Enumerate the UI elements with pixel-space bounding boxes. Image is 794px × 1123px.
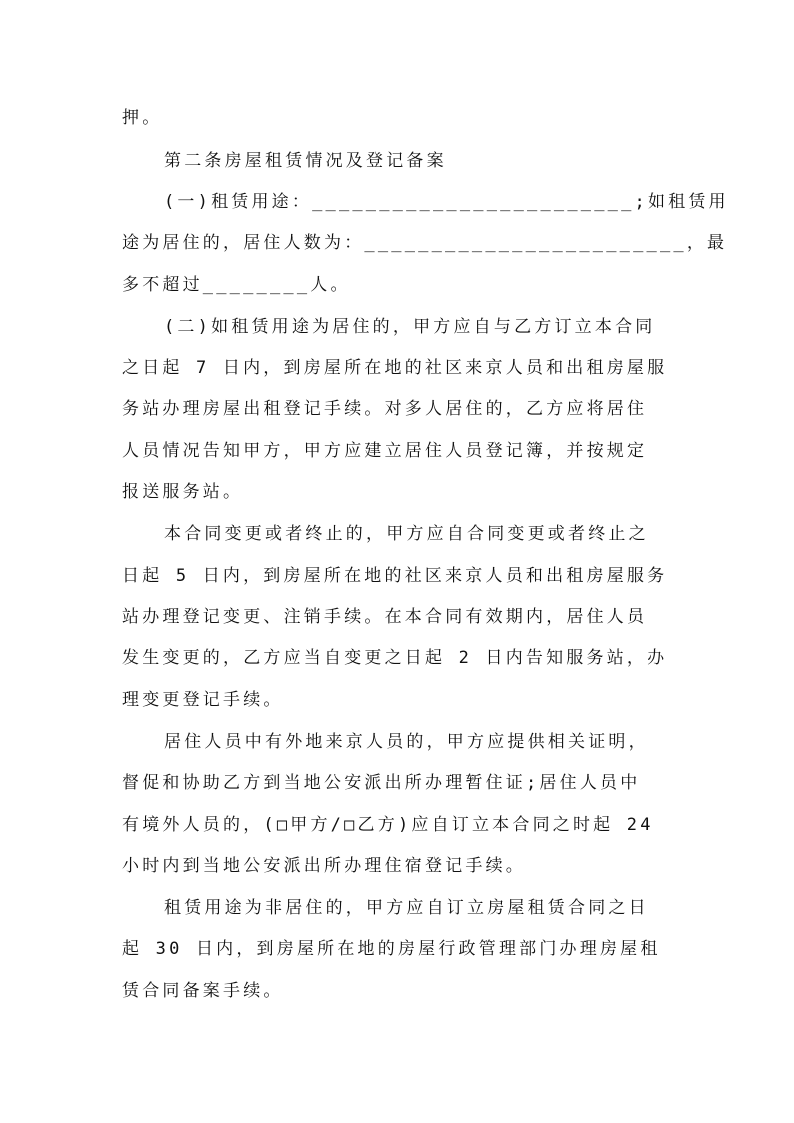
text-line-7: 之日起 7 日内，到房屋所在地的社区来京人员和出租房屋服 [122, 358, 668, 378]
text-line-5: 多不超过________人。 [122, 275, 351, 295]
text-line-15: 理变更登记手续。 [122, 690, 284, 710]
text-line-13: 站办理登记变更、注销手续。在本合同有效期内，居住人员 [122, 607, 648, 627]
text-line-8: 务站办理房屋出租登记手续。对多人居住的，乙方应将居住 [122, 399, 648, 419]
text-line-16: 居住人员中有外地来京人员的，甲方应提供相关证明， [164, 732, 649, 752]
text-line-20: 租赁用途为非居住的，甲方应自订立房屋租赁合同之日 [164, 898, 649, 918]
article-heading: 第二条房屋租赁情况及登记备案 [164, 151, 447, 171]
text-line-22: 赁合同备案手续。 [122, 981, 284, 1001]
text-line-1: 押。 [122, 108, 163, 128]
text-line-6: (二)如租赁用途为居住的，甲方应自与乙方订立本合同 [164, 317, 656, 337]
text-line-19: 小时内到当地公安派出所办理住宿登记手续。 [122, 856, 526, 876]
text-line-4: 途为居住的，居住人数为：________________________，最 [122, 233, 728, 253]
text-line-21: 起 30 日内，到房屋所在地的房屋行政管理部门办理房屋租 [122, 939, 661, 959]
text-line-14: 发生变更的，乙方应当自变更之日起 2 日内告知服务站，办 [122, 648, 668, 668]
text-line-17: 督促和协助乙方到当地公安派出所办理暂住证;居住人员中 [122, 773, 641, 793]
text-line-18: 有境外人员的，(□甲方/□乙方)应自订立本合同之时起 24 [122, 815, 654, 835]
text-line-10: 报送服务站。 [122, 482, 244, 502]
text-line-3: (一)租赁用途：________________________;如租赁用 [164, 192, 729, 212]
text-line-12: 日起 5 日内，到房屋所在地的社区来京人员和出租房屋服务 [122, 566, 668, 586]
text-line-11: 本合同变更或者终止的，甲方应自合同变更或者终止之 [164, 524, 649, 544]
text-line-9: 人员情况告知甲方，甲方应建立居住人员登记簿，并按规定 [122, 441, 648, 461]
